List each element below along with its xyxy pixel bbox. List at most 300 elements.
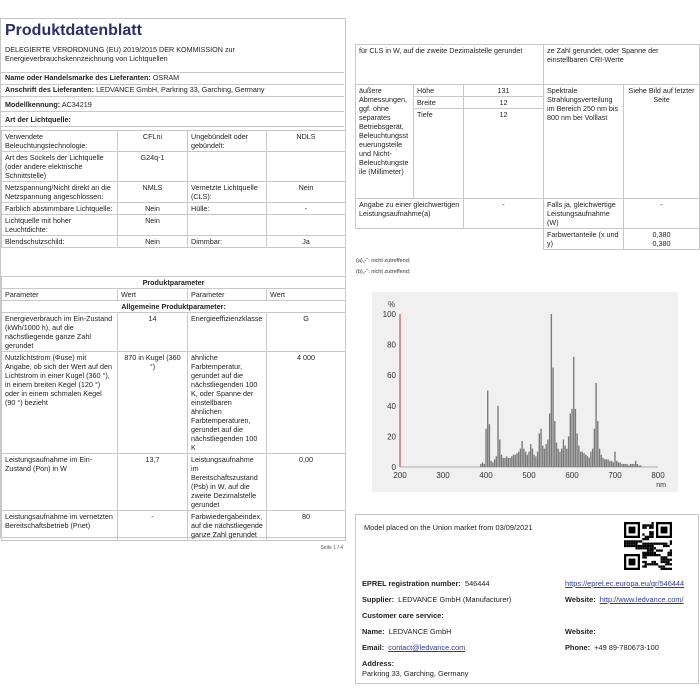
qr-code[interactable] (624, 522, 672, 570)
cell (188, 215, 267, 236)
spectrum-bar (582, 452, 583, 467)
spectrum-bar (561, 449, 562, 467)
qr-module (635, 543, 637, 545)
spectrum-bar (595, 383, 596, 467)
qr-module (663, 556, 665, 558)
qr-finder-core (629, 527, 636, 534)
spectrum-bar (637, 464, 638, 467)
qr-module (626, 545, 628, 547)
spectrum-bar (499, 439, 500, 467)
spectrum-bar (599, 449, 600, 467)
spectrum-bar (571, 409, 572, 467)
qr-module (670, 543, 672, 545)
spectrum-bar (583, 453, 584, 467)
spectrum-bar (625, 464, 626, 467)
qr-module (654, 563, 656, 565)
spectrum-bar (490, 461, 491, 467)
height-value: 131 (464, 85, 544, 97)
equiv2-label: Falls ja, gleichwertige Leistungsaufnahme (W) (544, 199, 624, 229)
spectrum-bar (585, 455, 586, 467)
qr-module (651, 533, 653, 535)
qr-module (665, 561, 667, 563)
y-tick-label: 20 (387, 432, 396, 442)
qr-module (645, 565, 647, 567)
spectrum-bar (558, 449, 559, 467)
qr-module (647, 536, 649, 538)
qr-module (649, 527, 651, 529)
qr-module (631, 545, 633, 547)
qr-module (665, 543, 667, 545)
spectrum-bar (496, 456, 497, 467)
cell: Farbwiedergabeindex, auf die nächstliegende ganze Zahl gerundet (188, 511, 267, 541)
x-tick-label: 500 (522, 471, 536, 480)
qr-module (651, 561, 653, 563)
cls-cell: für CLS in W, auf die zweite Dezimalstelle gerundet (356, 45, 544, 85)
qr-module (645, 545, 647, 547)
qr-module (649, 531, 651, 533)
spectrum-bar (504, 458, 505, 467)
spectrum-bar (611, 461, 612, 467)
cell: 80 (267, 511, 346, 541)
x-axis-label: nm (656, 482, 666, 489)
spectrum-chart (372, 292, 678, 492)
qr-module (649, 536, 651, 538)
qr-module (649, 563, 651, 565)
spectrum-bar (552, 368, 553, 467)
spectrum-bar (594, 429, 595, 467)
type-row: Art der Lichtquelle: (1, 115, 344, 127)
qr-module (631, 543, 633, 545)
qr-module (647, 552, 649, 554)
cell: Nein (118, 236, 188, 248)
spectrum-bar (602, 458, 603, 467)
spectrum-bar (606, 459, 607, 467)
qr-module (663, 565, 665, 567)
phone-row: Phone: +49 89-780673-100 (565, 643, 659, 652)
spectrum-bar (537, 452, 538, 467)
spectrum-bar (511, 456, 512, 467)
cell: Leistungsaufnahme im Ein-Zustand (Pon) in W (2, 454, 118, 511)
qr-module (642, 538, 644, 540)
y-tick-label: 80 (387, 340, 396, 350)
cell: G (267, 313, 346, 352)
spectrum-bar (626, 464, 627, 467)
qr-module (667, 561, 669, 563)
supplier-name-row: Name oder Handelsmarke des Lieferanten: OSRAM (1, 73, 344, 85)
cell: - (118, 511, 188, 541)
qr-module (649, 533, 651, 535)
spectrum-bar (501, 455, 502, 467)
supplier-row: Supplier: LEDVANCE GmbH (Manufacturer) (362, 595, 512, 604)
placed-text: Model placed on the Union market from 03/09/2021 (364, 523, 533, 532)
spectrum-bar (523, 449, 524, 467)
address-label: Address: (362, 659, 395, 668)
qr-module (654, 554, 656, 556)
qr-module (645, 554, 647, 556)
qr-module (665, 568, 667, 570)
depth-value: 12 (464, 109, 544, 199)
website-link[interactable]: http://www.ledvance.com/ (599, 595, 684, 604)
x-tick-label: 300 (436, 471, 450, 480)
spectrum-bar (487, 391, 488, 468)
spectrum-bar (497, 406, 498, 467)
spectrum-bar (589, 458, 590, 467)
qr-module (654, 543, 656, 545)
cell: 13,7 (118, 454, 188, 511)
note-a: (a)„-“: nicht zutreffend; (356, 258, 411, 264)
qr-module (661, 565, 663, 567)
email-link[interactable]: contact@ledvance.com (388, 643, 466, 652)
qr-module (649, 552, 651, 554)
qr-module (640, 540, 642, 542)
y-tick-label: 60 (387, 371, 396, 381)
spectrum-bar (623, 464, 624, 467)
qr-module (642, 552, 644, 554)
cell: Nutzlichtstrom (Φuse) mit Angabe, ob sich der Wert auf den Lichtstrom in einer Kugel (360 °), in einem breiten Kegel (120 °) oder in einem schmalen Kegel (90 °) bezieht (2, 352, 118, 454)
qr-module (645, 556, 647, 558)
col-header: Wert (267, 289, 346, 301)
spectrum-bar (570, 413, 571, 467)
qr-module (635, 547, 637, 549)
spectrum-bar (506, 456, 507, 467)
cell: 4 000 (267, 352, 346, 454)
spectrum-bar (601, 455, 602, 467)
light-source-table (1, 130, 346, 248)
spectrum-bar (635, 461, 636, 467)
qr-module (647, 543, 649, 545)
spectrum-bar (573, 357, 574, 467)
spectrum-bar (640, 465, 641, 467)
qr-module (670, 552, 672, 554)
spectrum-bar (489, 424, 490, 467)
qr-finder-core (661, 527, 668, 534)
spectrum-bar (607, 459, 608, 467)
equiv-value: - (464, 199, 544, 229)
x-tick-label: 400 (479, 471, 493, 480)
qr-module (667, 545, 669, 547)
qr-module (642, 543, 644, 545)
qr-module (670, 568, 672, 570)
qr-module (645, 543, 647, 545)
qr-module (624, 543, 626, 545)
qr-module (640, 547, 642, 549)
qr-module (656, 549, 658, 551)
qr-module (663, 545, 665, 547)
table-row (2, 152, 346, 182)
qr-module (665, 545, 667, 547)
qr-module (658, 543, 660, 545)
spectrum-bar (547, 439, 548, 467)
qr-module (631, 540, 633, 542)
qr-module (651, 547, 653, 549)
section-title: Produktparameter (2, 277, 346, 289)
qr-module (647, 547, 649, 549)
qr-module (638, 545, 640, 547)
qr-module (645, 536, 647, 538)
spectrum-bar (518, 452, 519, 467)
x-tick-label: 800 (651, 471, 665, 480)
spectrum-bar (521, 441, 522, 467)
qr-module (661, 543, 663, 545)
qr-module (658, 549, 660, 551)
spectrum-bar (576, 433, 577, 467)
qr-module (649, 554, 651, 556)
spectrum-bar (604, 459, 605, 467)
qr-module (629, 540, 631, 542)
spectrum-bar (638, 465, 639, 467)
qr-module (629, 545, 631, 547)
qr-module (656, 543, 658, 545)
spectrum-bar (566, 449, 567, 467)
spectrum-label: Spektrale Strahlungsverteilung im Bereich 250 nm bis 800 nm bei Volllast (544, 85, 624, 199)
y-tick-label: 100 (382, 310, 396, 319)
address-value: Parkring 33, Garching, Germany (362, 669, 469, 678)
qr-finder-core (629, 559, 636, 566)
regulation-text: DELEGIERTE VERORDNUNG (EU) 2019/2015 DER KOMMISSION zur Energieverbrauchskennzeichnung von Lichtquellen (1, 45, 344, 73)
spectrum-bar (528, 452, 529, 467)
qr-module (670, 549, 672, 551)
spectrum-bar (614, 452, 615, 467)
qr-module (642, 561, 644, 563)
qr-module (665, 563, 667, 565)
qr-module (661, 568, 663, 570)
qr-module (635, 545, 637, 547)
qr-module (665, 559, 667, 561)
qr-module (645, 547, 647, 549)
qr-module (663, 543, 665, 545)
qr-module (654, 552, 656, 554)
qr-module (642, 556, 644, 558)
cell: 870 in Kugel (360 °) (118, 352, 188, 454)
qr-module (638, 540, 640, 542)
qr-module (642, 547, 644, 549)
spectrum-bar (485, 429, 486, 467)
spectrum-bar (535, 456, 536, 467)
cell: Farblich abstimmbare Lichtquelle: (2, 203, 118, 215)
depth-label: Tiefe (414, 109, 464, 199)
cell (267, 152, 346, 182)
qr-module (670, 559, 672, 561)
qr-module (670, 540, 672, 542)
dims-label: äußere Abmessungen, ggf. ohne separates Betriebsgerät, Beleuchtungssteuerungsteile und Nicht-Beleuchtungsteile (Millimeter) (356, 85, 414, 199)
cell: G24q-1 (118, 152, 188, 182)
spectrum-bar (539, 433, 540, 467)
spectrum-bar (568, 436, 569, 467)
qr-module (624, 545, 626, 547)
qr-module (667, 559, 669, 561)
qr-module (645, 527, 647, 529)
spectrum-bar (525, 452, 526, 467)
y-tick-label: 40 (387, 401, 396, 411)
spectrum-bar (563, 439, 564, 467)
spectrum-bar (618, 462, 619, 467)
qr-module (642, 565, 644, 567)
cell: Ungebündelt oder gebündelt: (188, 131, 267, 152)
spectrum-bar (549, 413, 550, 467)
width-value: 12 (464, 97, 544, 109)
qr-module (661, 561, 663, 563)
qr-module (624, 540, 626, 542)
spectrum-bar (587, 456, 588, 467)
qr-module (658, 554, 660, 556)
cell: Ja (267, 236, 346, 248)
qr-module (651, 543, 653, 545)
y-tick-label: 0 (391, 463, 396, 472)
qr-module (667, 552, 669, 554)
spectrum-bar (559, 452, 560, 467)
website2-label: Website: (565, 627, 596, 636)
cell: Blendschutzschild: (2, 236, 118, 248)
cell: 14 (118, 313, 188, 352)
qr-module (654, 561, 656, 563)
model-row: Modellkennung: AC34219 (1, 100, 344, 112)
col-header: Parameter (188, 289, 267, 301)
qr-module (647, 563, 649, 565)
color-values: 0,380 0,380 (624, 229, 700, 250)
col-header: Parameter (2, 289, 118, 301)
cell: Nein (267, 182, 346, 203)
cell: ähnliche Farbtemperatur, gerundet auf die nächstliegenden 100 K, oder Spanne der einstellbaren ähnlichen Farbtemperaturen, gerundet auf die nächstliegenden 100 K (188, 352, 267, 454)
table-row (2, 352, 346, 454)
cell: - (267, 203, 346, 215)
spectrum-bar (578, 446, 579, 467)
qr-module (626, 540, 628, 542)
spectrum-bar (621, 464, 622, 467)
qr-module (651, 536, 653, 538)
qr-module (645, 538, 647, 540)
spectrum-bar (580, 452, 581, 467)
spectrum-bar (564, 446, 565, 467)
customer-care-heading: Customer care service: (362, 611, 444, 620)
spectrum-bar (590, 452, 591, 467)
equiv2-value: - (624, 199, 700, 229)
cell (267, 215, 346, 236)
spectrum-bar (516, 453, 517, 467)
qr-module (633, 540, 635, 542)
equiv-label: Angabe zu einer gleichwertigen Leistungsaufnahme(a) (356, 199, 464, 229)
qr-module (667, 568, 669, 570)
page-title: Produktdatenblatt (5, 22, 142, 39)
eprel-link[interactable]: https://eprel.ec.europa.eu/qr/546444 (565, 579, 685, 588)
qr-module (649, 543, 651, 545)
website-row: Website: http://www.ledvance.com/ (565, 595, 684, 604)
spectrum-bar (609, 461, 610, 467)
qr-module (649, 547, 651, 549)
cell: Energieeffizienzklasse (188, 313, 267, 352)
cell: Hülle: (188, 203, 267, 215)
spectrum-bar (619, 462, 620, 467)
qr-module (665, 556, 667, 558)
height-label: Höhe (414, 85, 464, 97)
spectrum-bar (532, 449, 533, 467)
cri-cell: ze Zahl gerundet, oder Spanne der einstellbaren CRI-Werte (544, 45, 700, 85)
qr-module (667, 554, 669, 556)
cell: NDLS (267, 131, 346, 152)
spectrum-bar (520, 449, 521, 467)
spectrum-bar (509, 458, 510, 467)
note-b: (b)„-“: nicht zutreffend; (356, 269, 411, 275)
spectrum-bar (503, 458, 504, 467)
dimensions-table (355, 44, 700, 250)
qr-module (661, 559, 663, 561)
x-tick-label: 700 (608, 471, 622, 480)
table-row (2, 131, 346, 152)
cell: Nein (118, 215, 188, 236)
qr-module (661, 556, 663, 558)
cell: CFLni (118, 131, 188, 152)
qr-module (647, 554, 649, 556)
spectrum-bar (597, 421, 598, 467)
qr-module (649, 549, 651, 551)
spectrum-bar (492, 462, 493, 467)
table-row (2, 313, 346, 352)
spectrum-bar (480, 464, 481, 467)
spectrum-bar (540, 429, 541, 467)
table-row (2, 215, 346, 236)
cell: Verwendete Beleuchtungstechnologie: (2, 131, 118, 152)
cell: 0,00 (267, 454, 346, 511)
supplier-address-row: Anschrift des Lieferanten: LEDVANCE GmbH, Parkring 33, Garching, Germany (1, 85, 344, 97)
spectrum-bar (633, 464, 634, 467)
name-row: Name: LEDVANCE GmbH (362, 627, 452, 636)
eprel-registration: EPREL registration number: 546444 (362, 579, 490, 588)
cell: Nein (118, 203, 188, 215)
table-row (2, 236, 346, 248)
qr-module (649, 524, 651, 526)
cell: Leistungsaufnahme im vernetzten Bereitschaftsbetrieb (Pnet) (2, 511, 118, 541)
qr-module (642, 524, 644, 526)
qr-module (635, 540, 637, 542)
y-axis-label: % (388, 300, 396, 309)
qr-module (661, 549, 663, 551)
qr-module (647, 538, 649, 540)
x-tick-label: 600 (565, 471, 579, 480)
qr-module (658, 565, 660, 567)
cell: Dimmbar: (188, 236, 267, 248)
email-row: Email: contact@ledvance.com (362, 643, 466, 652)
x-tick-label: 200 (393, 471, 407, 480)
qr-module (670, 563, 672, 565)
cell: Lichtquelle mit hoher Leuchtdichte: (2, 215, 118, 236)
qr-module (647, 524, 649, 526)
color-label: Farbwertanteile (x und y) (544, 229, 624, 250)
spectrum-bar (482, 462, 483, 467)
spectrum-bar (544, 449, 545, 467)
qr-module (642, 527, 644, 529)
qr-module (626, 543, 628, 545)
width-label: Breite (414, 97, 464, 109)
cell: Energieverbrauch im Ein-Zustand (kWh/1000 h), auf die nächstliegende ganze Zahl gerundet (2, 313, 118, 352)
spectrum-bar (556, 443, 557, 467)
general-title: Allgemeine Produktparameter: (2, 301, 346, 313)
spectrum-bar (508, 458, 509, 467)
spectrum-bar (530, 444, 531, 467)
qr-module (651, 545, 653, 547)
spectrum-bar (628, 465, 629, 467)
parameter-table (1, 276, 346, 541)
qr-module (656, 563, 658, 565)
qr-module (656, 554, 658, 556)
page-number: Seite 1 / 4 (320, 545, 343, 551)
spectrum-bar (542, 446, 543, 467)
spectrum-bar (575, 409, 576, 467)
qr-module (642, 545, 644, 547)
spectrum-bar (515, 455, 516, 467)
qr-module (645, 524, 647, 526)
qr-module (663, 561, 665, 563)
qr-module (651, 531, 653, 533)
spectrum-bar (630, 464, 631, 467)
